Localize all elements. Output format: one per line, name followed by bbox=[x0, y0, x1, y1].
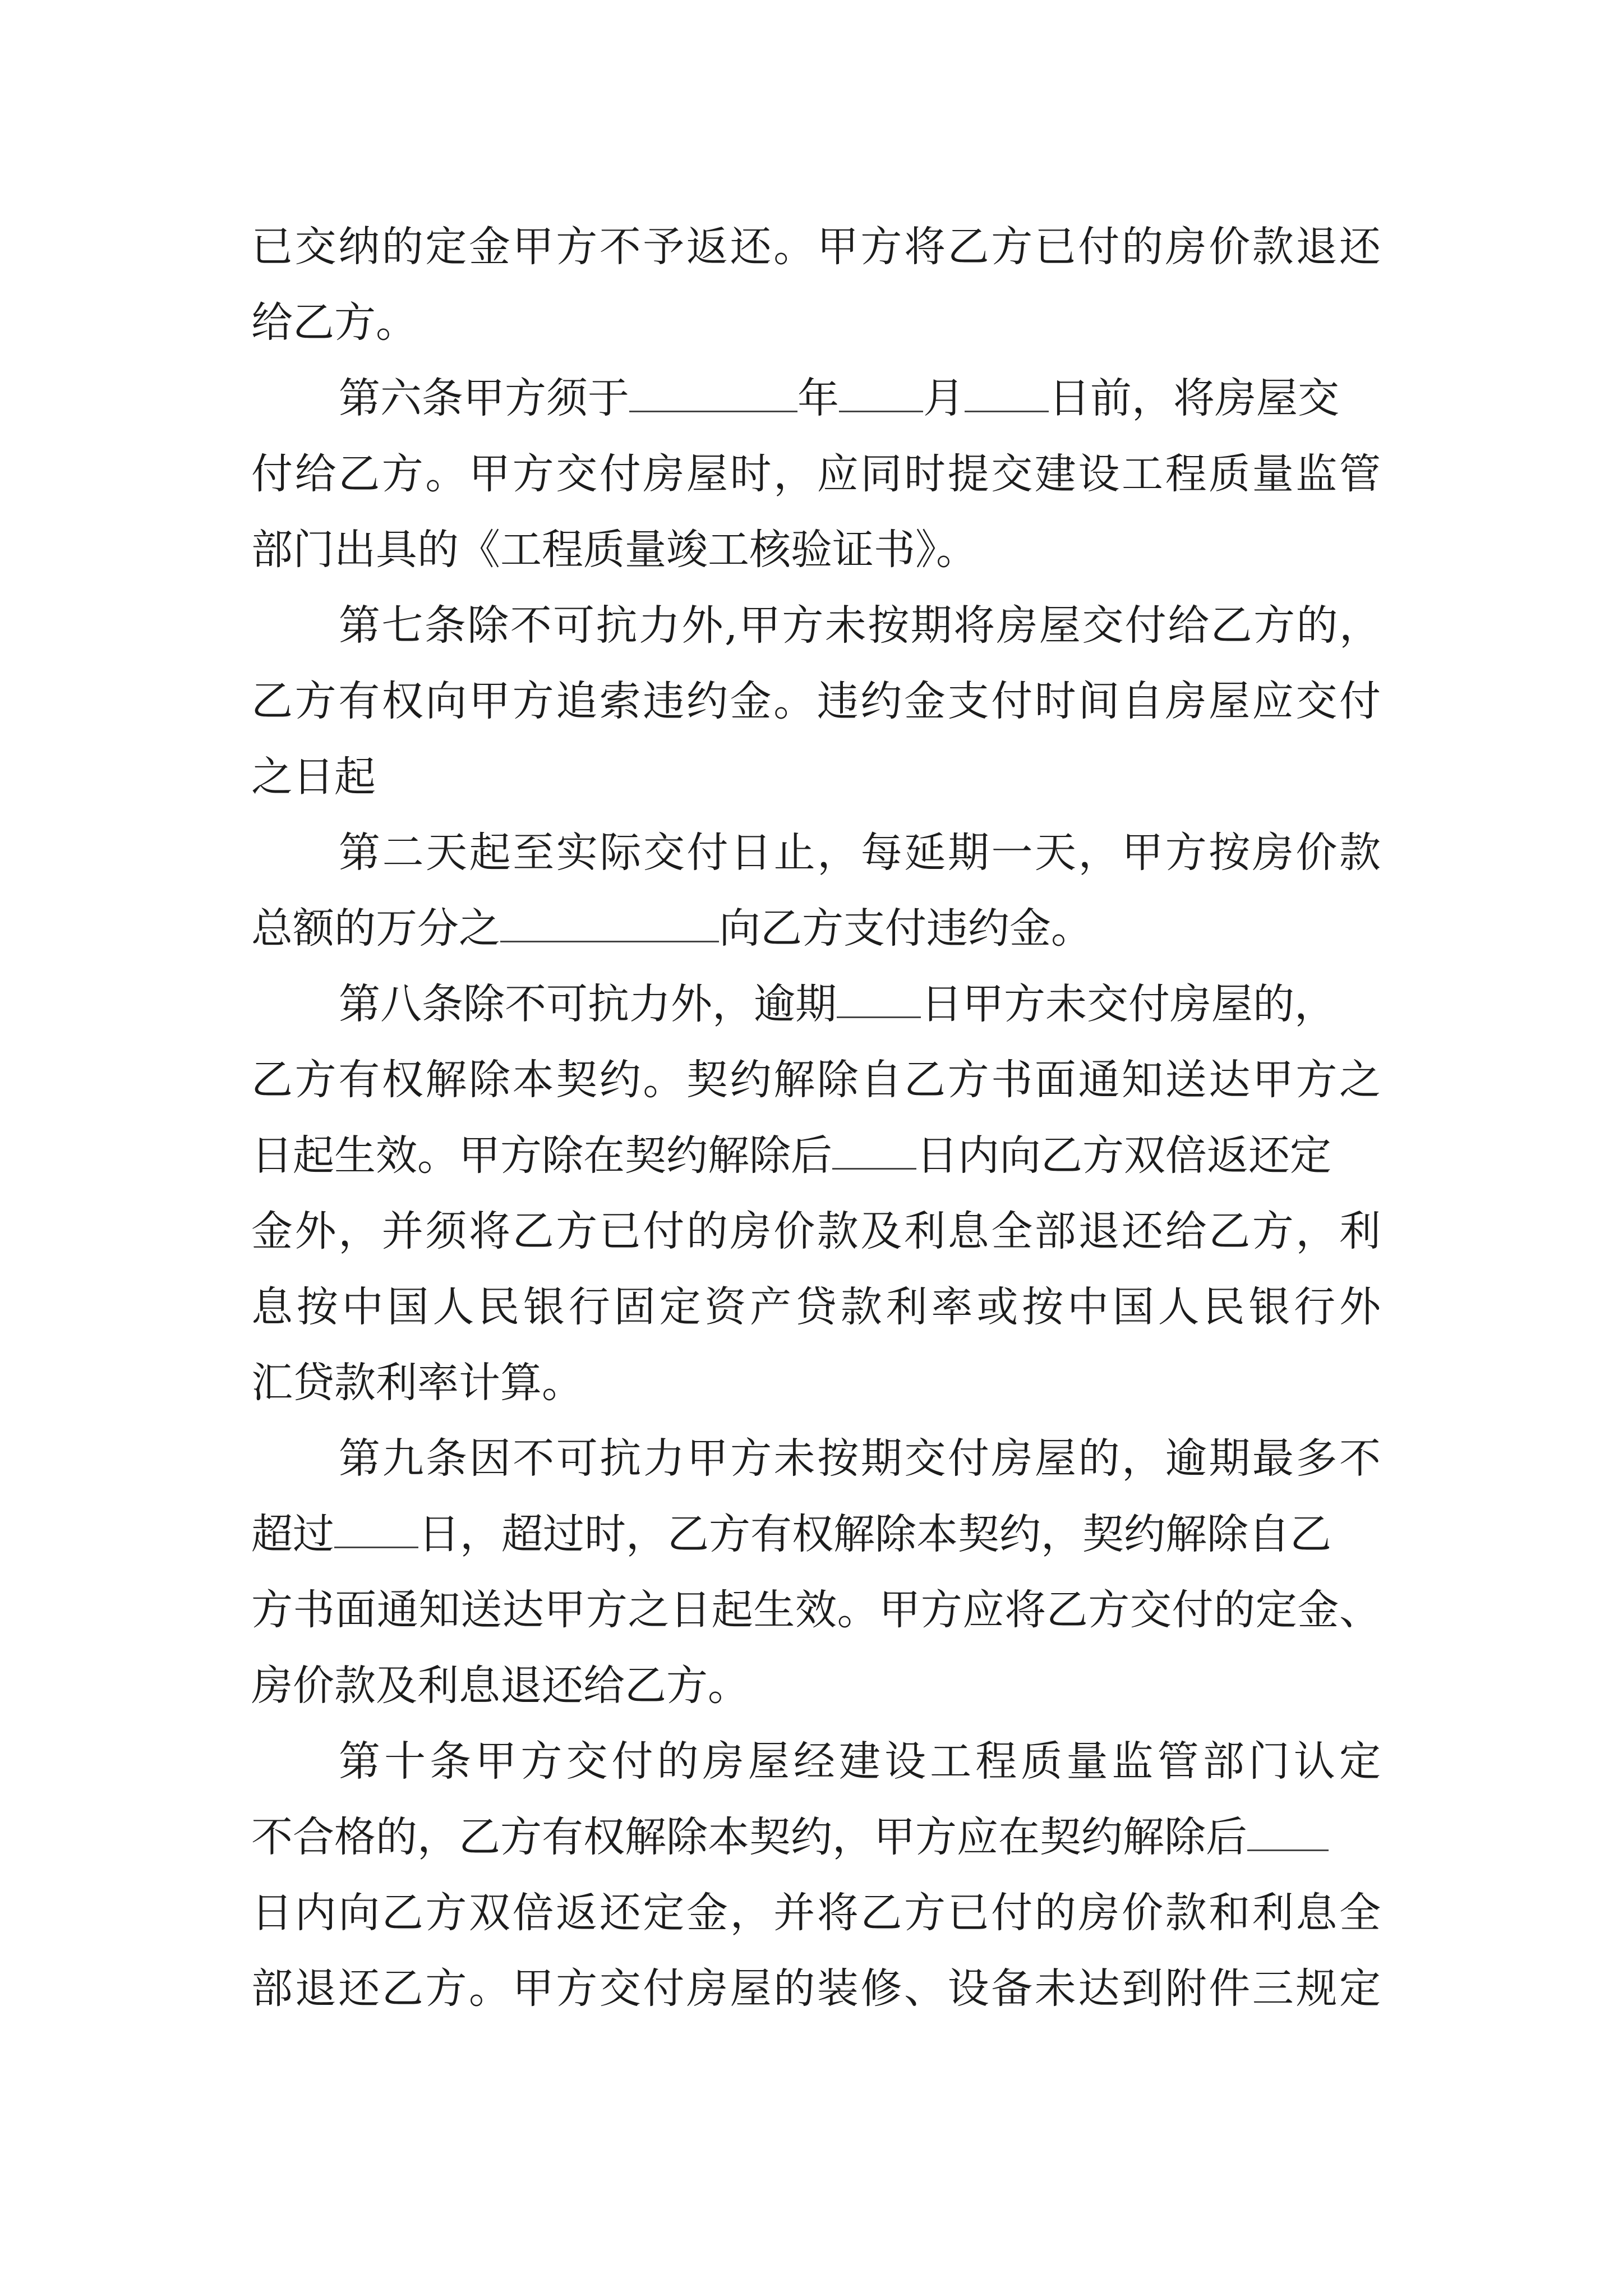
article10-line3: 日内向乙方双倍返还定金，并将乙方已付的房价款和利息全 bbox=[251, 1889, 1381, 1937]
article6-line1 bbox=[339, 371, 1339, 425]
para4-text-b: 向乙方支付违约金。 bbox=[719, 904, 1092, 953]
para4-line2 bbox=[251, 901, 1092, 955]
year-blank bbox=[629, 371, 797, 412]
para4-line1: 第二天起至实际交付日止，每延期一天，甲方按房价款 bbox=[339, 829, 1381, 877]
refund-days-blank bbox=[832, 1129, 916, 1170]
article8-text-d: 日内向乙方双倍返还定 bbox=[916, 1131, 1331, 1180]
article7-line3: 之日起 bbox=[251, 753, 376, 801]
overdue-days-blank bbox=[837, 977, 921, 1018]
article9-text-b: 日，超过时，乙方有权解除本契约，契约解除自乙 bbox=[418, 1510, 1331, 1558]
article10-line2 bbox=[251, 1810, 1329, 1864]
article10-line4: 部退还乙方。甲方交付房屋的装修、设备未达到附件三规定 bbox=[251, 1964, 1381, 2013]
article9-line4: 房价款及利息退还给乙方。 bbox=[251, 1662, 749, 1710]
article8-line5: 息按中国人民银行固定资产贷款利率或按中国人民银行外 bbox=[251, 1283, 1381, 1331]
month-blank bbox=[839, 371, 923, 412]
article8-text-a: 第八条除不可抗力外，逾期 bbox=[339, 980, 837, 1028]
article10-days-blank bbox=[1247, 1810, 1329, 1851]
article9-line3: 方书面通知送达甲方之日起生效。甲方应将乙方交付的定金、 bbox=[251, 1586, 1381, 1634]
article8-line4: 金外，并须将乙方已付的房价款及利息全部退还给乙方，利 bbox=[251, 1207, 1381, 1255]
article9-line1: 第九条因不可抗力甲方未按期交付房屋的，逾期最多不 bbox=[339, 1434, 1381, 1483]
article6-text-d: 日前，将房屋交 bbox=[1049, 374, 1339, 422]
article6-text-b: 年 bbox=[797, 374, 839, 422]
article9-line2 bbox=[251, 1507, 1331, 1561]
article6-line3: 部门出具的《工程质量竣工核验证书》。 bbox=[251, 526, 978, 574]
day-blank bbox=[965, 371, 1049, 412]
article6-line2: 付给乙方。甲方交付房屋时，应同时提交建设工程质量监管 bbox=[251, 450, 1381, 498]
article8-text-c: 日起生效。甲方除在契约解除后 bbox=[251, 1131, 832, 1180]
article6-text-a: 第六条甲方须于 bbox=[339, 374, 629, 422]
para1-line2: 给乙方。 bbox=[251, 298, 417, 347]
article7-line1: 第七条除不可抗力外,甲方未按期将房屋交付给乙方的， bbox=[339, 601, 1381, 650]
para4-text-a: 总额的万分之 bbox=[251, 904, 500, 953]
article7-line2: 乙方有权向甲方追索违约金。违约金支付时间自房屋应交付 bbox=[251, 677, 1381, 725]
article10-text-a: 不合格的，乙方有权解除本契约，甲方应在契约解除后 bbox=[251, 1813, 1247, 1861]
article8-line1 bbox=[339, 977, 1336, 1031]
para1-line1: 已交纳的定金甲方不予返还。甲方将乙方已付的房价款退还 bbox=[251, 223, 1381, 271]
ratio-blank bbox=[500, 901, 719, 942]
article8-line6: 汇贷款利率计算。 bbox=[251, 1359, 583, 1407]
article8-line3 bbox=[251, 1129, 1331, 1182]
max-overdue-blank bbox=[334, 1507, 418, 1548]
article8-line2: 乙方有权解除本契约。契约解除自乙方书面通知送达甲方之 bbox=[251, 1056, 1381, 1104]
article6-text-c: 月 bbox=[923, 374, 965, 422]
article10-line1: 第十条甲方交付的房屋经建设工程质量监管部门认定 bbox=[339, 1737, 1381, 1786]
article8-text-b: 日甲方未交付房屋的， bbox=[921, 980, 1336, 1028]
article9-text-a: 超过 bbox=[251, 1510, 334, 1558]
